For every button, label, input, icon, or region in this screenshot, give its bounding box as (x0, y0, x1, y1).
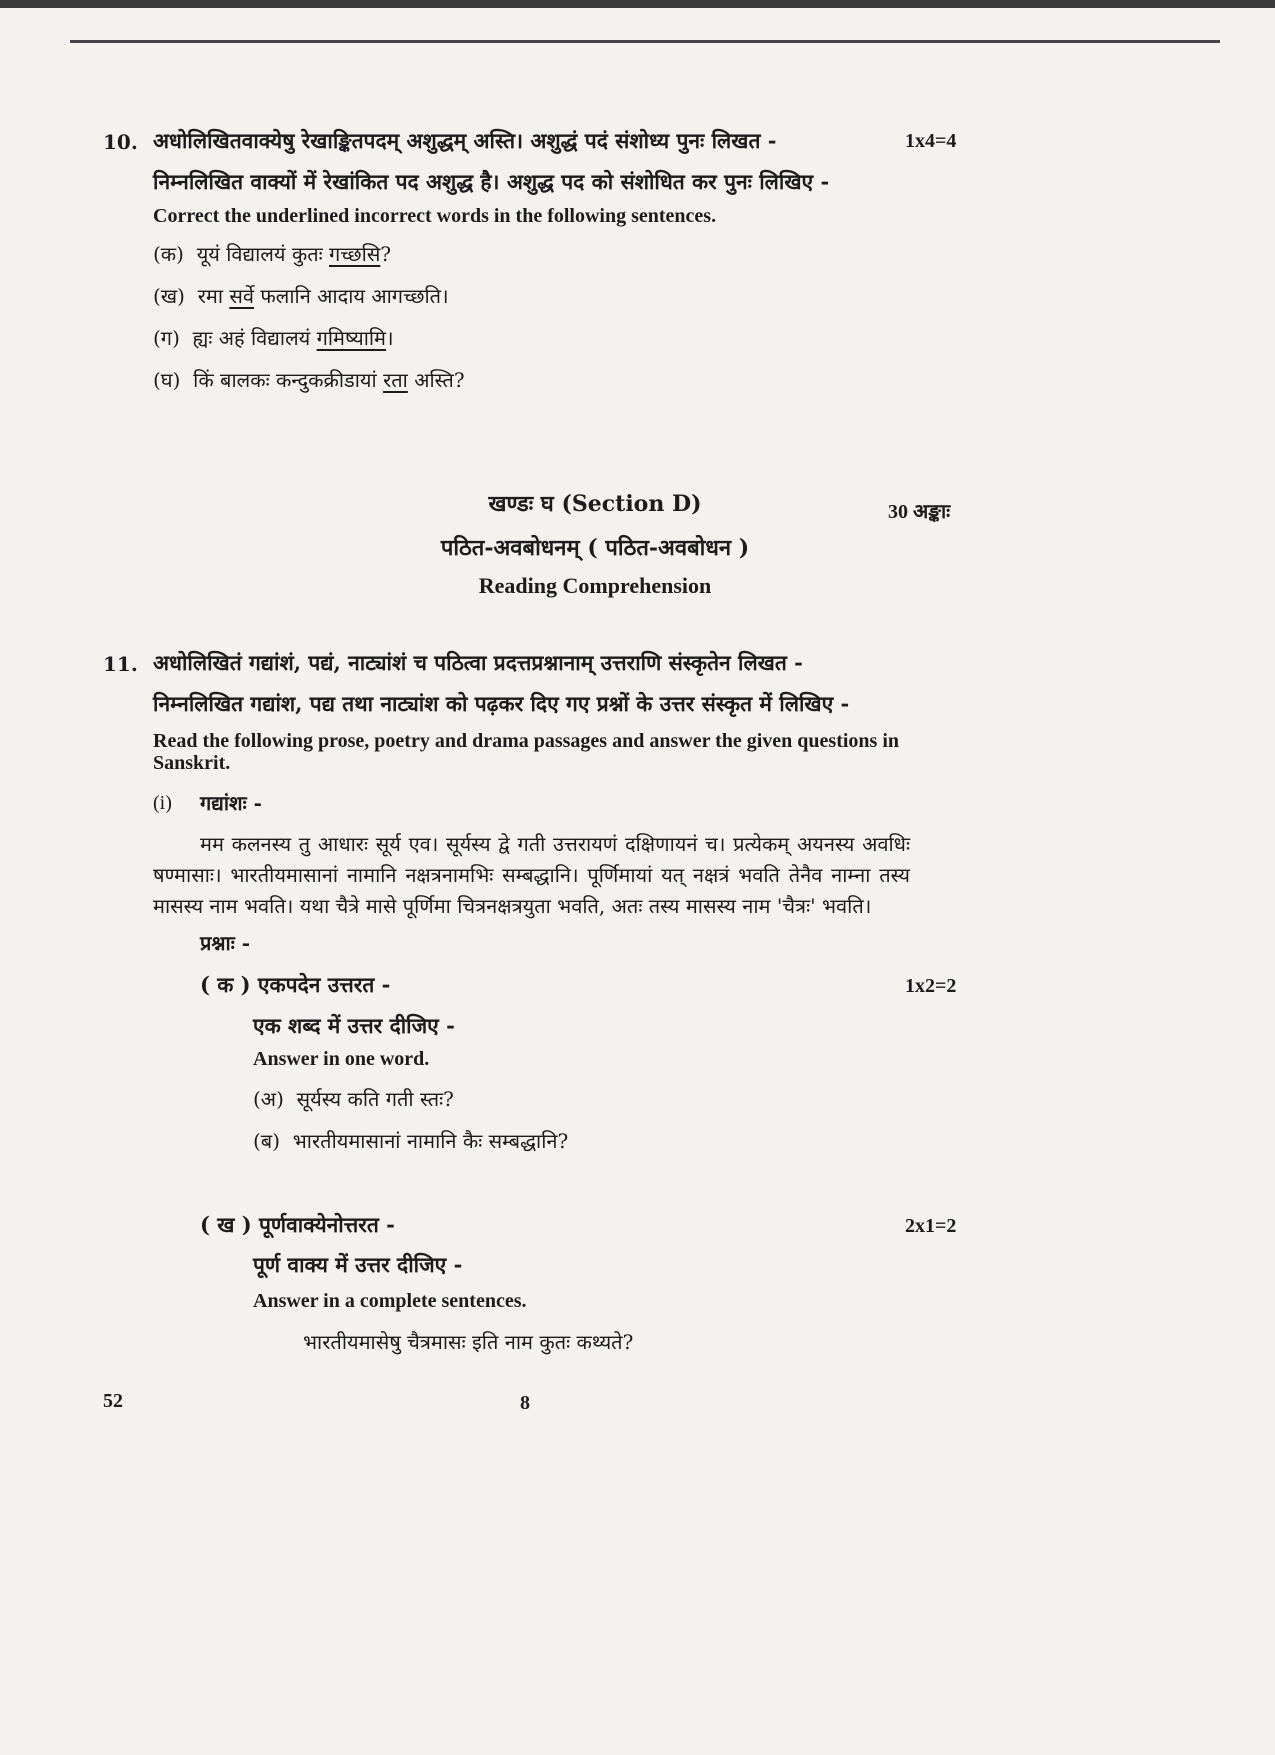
section-english-title: Reading Comprehension (478, 573, 712, 598)
subq-ka-item (253, 1127, 568, 1154)
underlined-word: रता (383, 368, 408, 392)
item-text-end: । (386, 326, 394, 350)
item-text: सूर्यस्य कति गती स्तः? (296, 1087, 454, 1111)
item-label: (घ) (153, 368, 181, 392)
q10-item (153, 366, 465, 393)
q10-english-instruction: Correct the underlined incorrect words in the following sentences. (153, 205, 717, 227)
section-subtitle: पठित-अवबोधनम् ( पठित-अवबोधन ) (440, 535, 750, 561)
item-text-end: ? (380, 242, 392, 266)
page-number: 8 (520, 1392, 530, 1414)
q11-sanskrit-instruction: अधोलिखितं गद्यांशं, पद्यं, नाट्यांशं च पठित्वा प्रदत्तप्रश्नानाम् उत्तराणि संस्कृतेन लिखत - (153, 650, 803, 675)
part-label: (i) (153, 792, 172, 814)
underlined-word: गमिष्यामि (316, 326, 387, 350)
q10-sanskrit-instruction: अधोलिखितवाक्येषु रेखाङ्कितपदम् अशुद्धम् अस्ति। अशुद्धं पदं संशोध्य पुनः लिखत - (153, 128, 777, 153)
q10-hindi-instruction: निम्नलिखित वाक्यों में रेखांकित पद अशुद्ध है। अशुद्ध पद को संशोधित कर पुनः लिखिए - (153, 169, 830, 194)
subq-kha-hindi: पूर्ण वाक्य में उत्तर दीजिए - (253, 1252, 463, 1277)
subq-ka-item (253, 1085, 454, 1112)
item-text: भारतीयमासानां नामानि कैः सम्बद्धानि? (292, 1129, 569, 1153)
item-label: (ख) (153, 284, 185, 308)
item-text-end: अस्ति? (414, 368, 465, 392)
header-rule (70, 40, 1220, 43)
prose-passage: मम कलनस्य तु आधारः सूर्य एव। सूर्यस्य द्वे गती उत्तरायणं दक्षिणायनं च। प्रत्येकम् अयनस्य अवधिः षण्मासाः। भारतीयमासानां नामानि नक्षत्रनामभिः सम्बद्धानि। पूर्णिमायां यत् नक्षत्रं भवति तेनैव नाम्ना तस्य मासस्य नाम भवति। यथा चैत्रे मासे पूर्णिमा चित्रनक्षत्रयुता भवति, अतः तस्य मासस्य नाम 'चैत्रः' भवति। (153, 832, 910, 918)
questions-label: प्रश्नाः - (200, 931, 251, 955)
q10-item (153, 282, 449, 309)
subq-ka-hindi: एक शब्द में उत्तर दीजिए - (253, 1013, 455, 1038)
subq-kha-question: भारतीयमासेषु चैत्रमासः इति नाम कुतः कथ्यते? (303, 1330, 634, 1354)
subq-ka-title: ( क ) एकपदेन उत्तरत - (200, 972, 391, 997)
section-marks: 30 अङ्काः (888, 501, 951, 523)
q10-item (153, 240, 391, 267)
paper-code: 52 (103, 1390, 123, 1412)
q10-marks: 1x4=4 (905, 130, 957, 152)
subq-ka-marks: 1x2=2 (905, 975, 957, 997)
subq-kha-english: Answer in a complete sentences. (253, 1290, 527, 1312)
q11-hindi-instruction: निम्नलिखित गद्यांश, पद्य तथा नाट्यांश को पढ़कर दिए गए प्रश्नों के उत्तर संस्कृत में लिखिए - (153, 691, 850, 716)
subq-ka-english: Answer in one word. (253, 1048, 430, 1070)
item-label: (अ) (253, 1087, 284, 1111)
q11-english-instruction: Read the following prose, poetry and drama passages and answer the given questions in Sanskrit. (153, 730, 900, 774)
q10-number: 10. (103, 130, 138, 154)
q11-number: 11. (103, 652, 138, 676)
part-title: गद्यांशः - (200, 791, 262, 815)
item-text: किं बालकः कन्दुकक्रीडायां (193, 368, 377, 392)
item-text: यूयं विद्यालयं कुतः (196, 242, 323, 266)
item-label: (ब) (253, 1129, 281, 1153)
subq-kha-title: ( ख ) पूर्णवाक्येनोत्तरत - (200, 1212, 395, 1237)
item-label: (ग) (153, 326, 180, 350)
scan-top-edge (0, 0, 1275, 8)
section-title: खण्डः घ (Section D) (488, 491, 702, 517)
underlined-word: सर्वे (229, 284, 255, 308)
underlined-word: गच्छसि (329, 242, 381, 266)
item-text: ह्यः अहं विद्यालयं (192, 326, 311, 350)
item-label: (क) (153, 242, 184, 266)
q10-item (153, 324, 394, 351)
subq-kha-marks: 2x1=2 (905, 1215, 957, 1237)
item-text: रमा (197, 284, 224, 308)
item-text-end: फलानि आदाय आगच्छति। (260, 284, 449, 308)
